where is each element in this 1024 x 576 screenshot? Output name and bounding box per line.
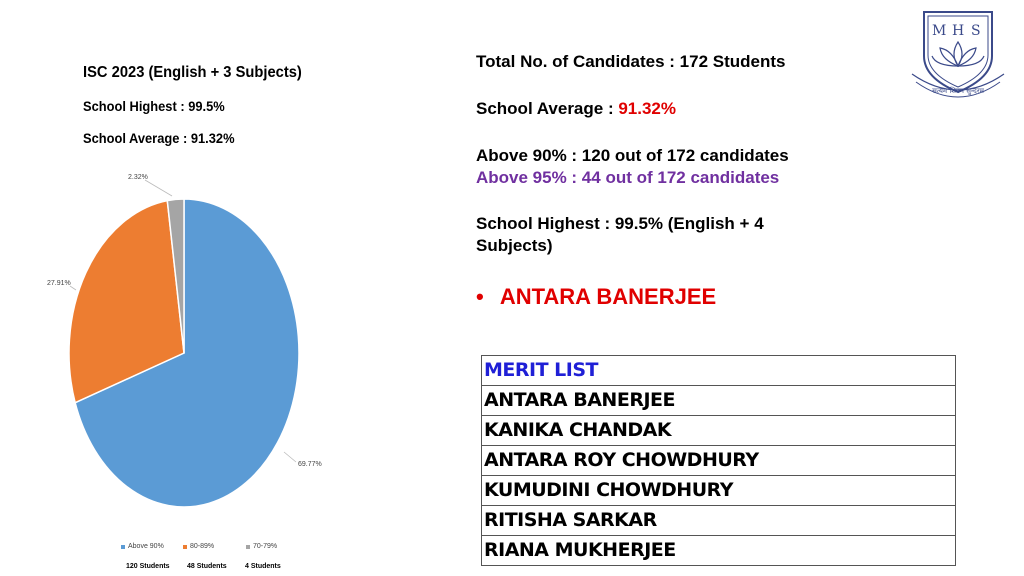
table-row [482,506,956,536]
school-highest-line2: Subjects) [476,236,553,255]
table-row [482,386,956,416]
slice-label-70-79: 2.32% [128,174,148,181]
legend-swatch-icon [246,545,250,549]
pie-chart [0,0,400,576]
merit-name: ANTARA BANERJEE [482,386,956,416]
logo-letter-m: M [932,23,947,39]
legend-label: 80-89% [190,543,215,550]
merit-name: ANTARA ROY CHOWDHURY [482,446,956,476]
school-average-value: 91.32% [618,99,677,118]
legend-swatch-icon [121,545,125,549]
logo-letter-h: H [952,23,965,39]
merit-name: RITISHA SARKAR [482,506,956,536]
legend-label: Above 90% [128,543,164,550]
merit-name: RIANA MUKHERJEE [482,536,956,566]
table-row [482,446,956,476]
school-average-line [476,99,676,119]
above-95-line: Above 95% : 44 out of 172 candidates [476,168,780,187]
table-row [482,476,956,506]
school-highest-line1: School Highest : 99.5% (English + 4 [476,214,764,233]
leader-line-80-89 [70,286,76,290]
logo-motto: सत्यम शिवम सुन्दरम [932,87,984,95]
legend-item-70-79 [246,543,277,550]
slice-label-above-90: 69.77% [298,461,322,468]
legend-label: 70-79% [253,543,278,550]
leader-line-70-79 [145,180,172,196]
legend-swatch-icon [183,545,187,549]
table-row [482,536,956,566]
merit-list-heading: MERIT LIST [482,356,956,386]
table-row [482,416,956,446]
count-80-89: 48 Students [187,563,227,570]
chart-school-highest: School Highest : 99.5% [83,98,225,114]
school-logo-icon [910,8,1006,98]
merit-name: KANIKA CHANDAK [482,416,956,446]
topper-line [476,284,716,310]
school-average-label: School Average : [476,99,619,118]
leader-line-above-90 [284,452,296,462]
topper-name: ANTARA BANERJEE [499,284,717,309]
bullet-icon: • [476,284,484,309]
chart-title: ISC 2023 (English + 3 Subjects) [83,64,302,81]
legend-item-above-90 [121,543,164,550]
above-90-line: Above 90% : 120 out of 172 candidates [476,146,789,165]
logo-letter-s: S [971,23,981,39]
slice-label-80-89: 27.91% [47,280,71,287]
merit-list-table [481,355,956,566]
legend-item-80-89 [183,543,214,550]
count-70-79: 4 Students [245,563,281,570]
total-candidates: Total No. of Candidates : 172 Students [476,52,786,71]
chart-school-average: School Average : 91.32% [83,130,235,146]
count-above-90: 120 Students [126,563,170,570]
merit-name: KUMUDINI CHOWDHURY [482,476,956,506]
table-row [482,356,956,386]
